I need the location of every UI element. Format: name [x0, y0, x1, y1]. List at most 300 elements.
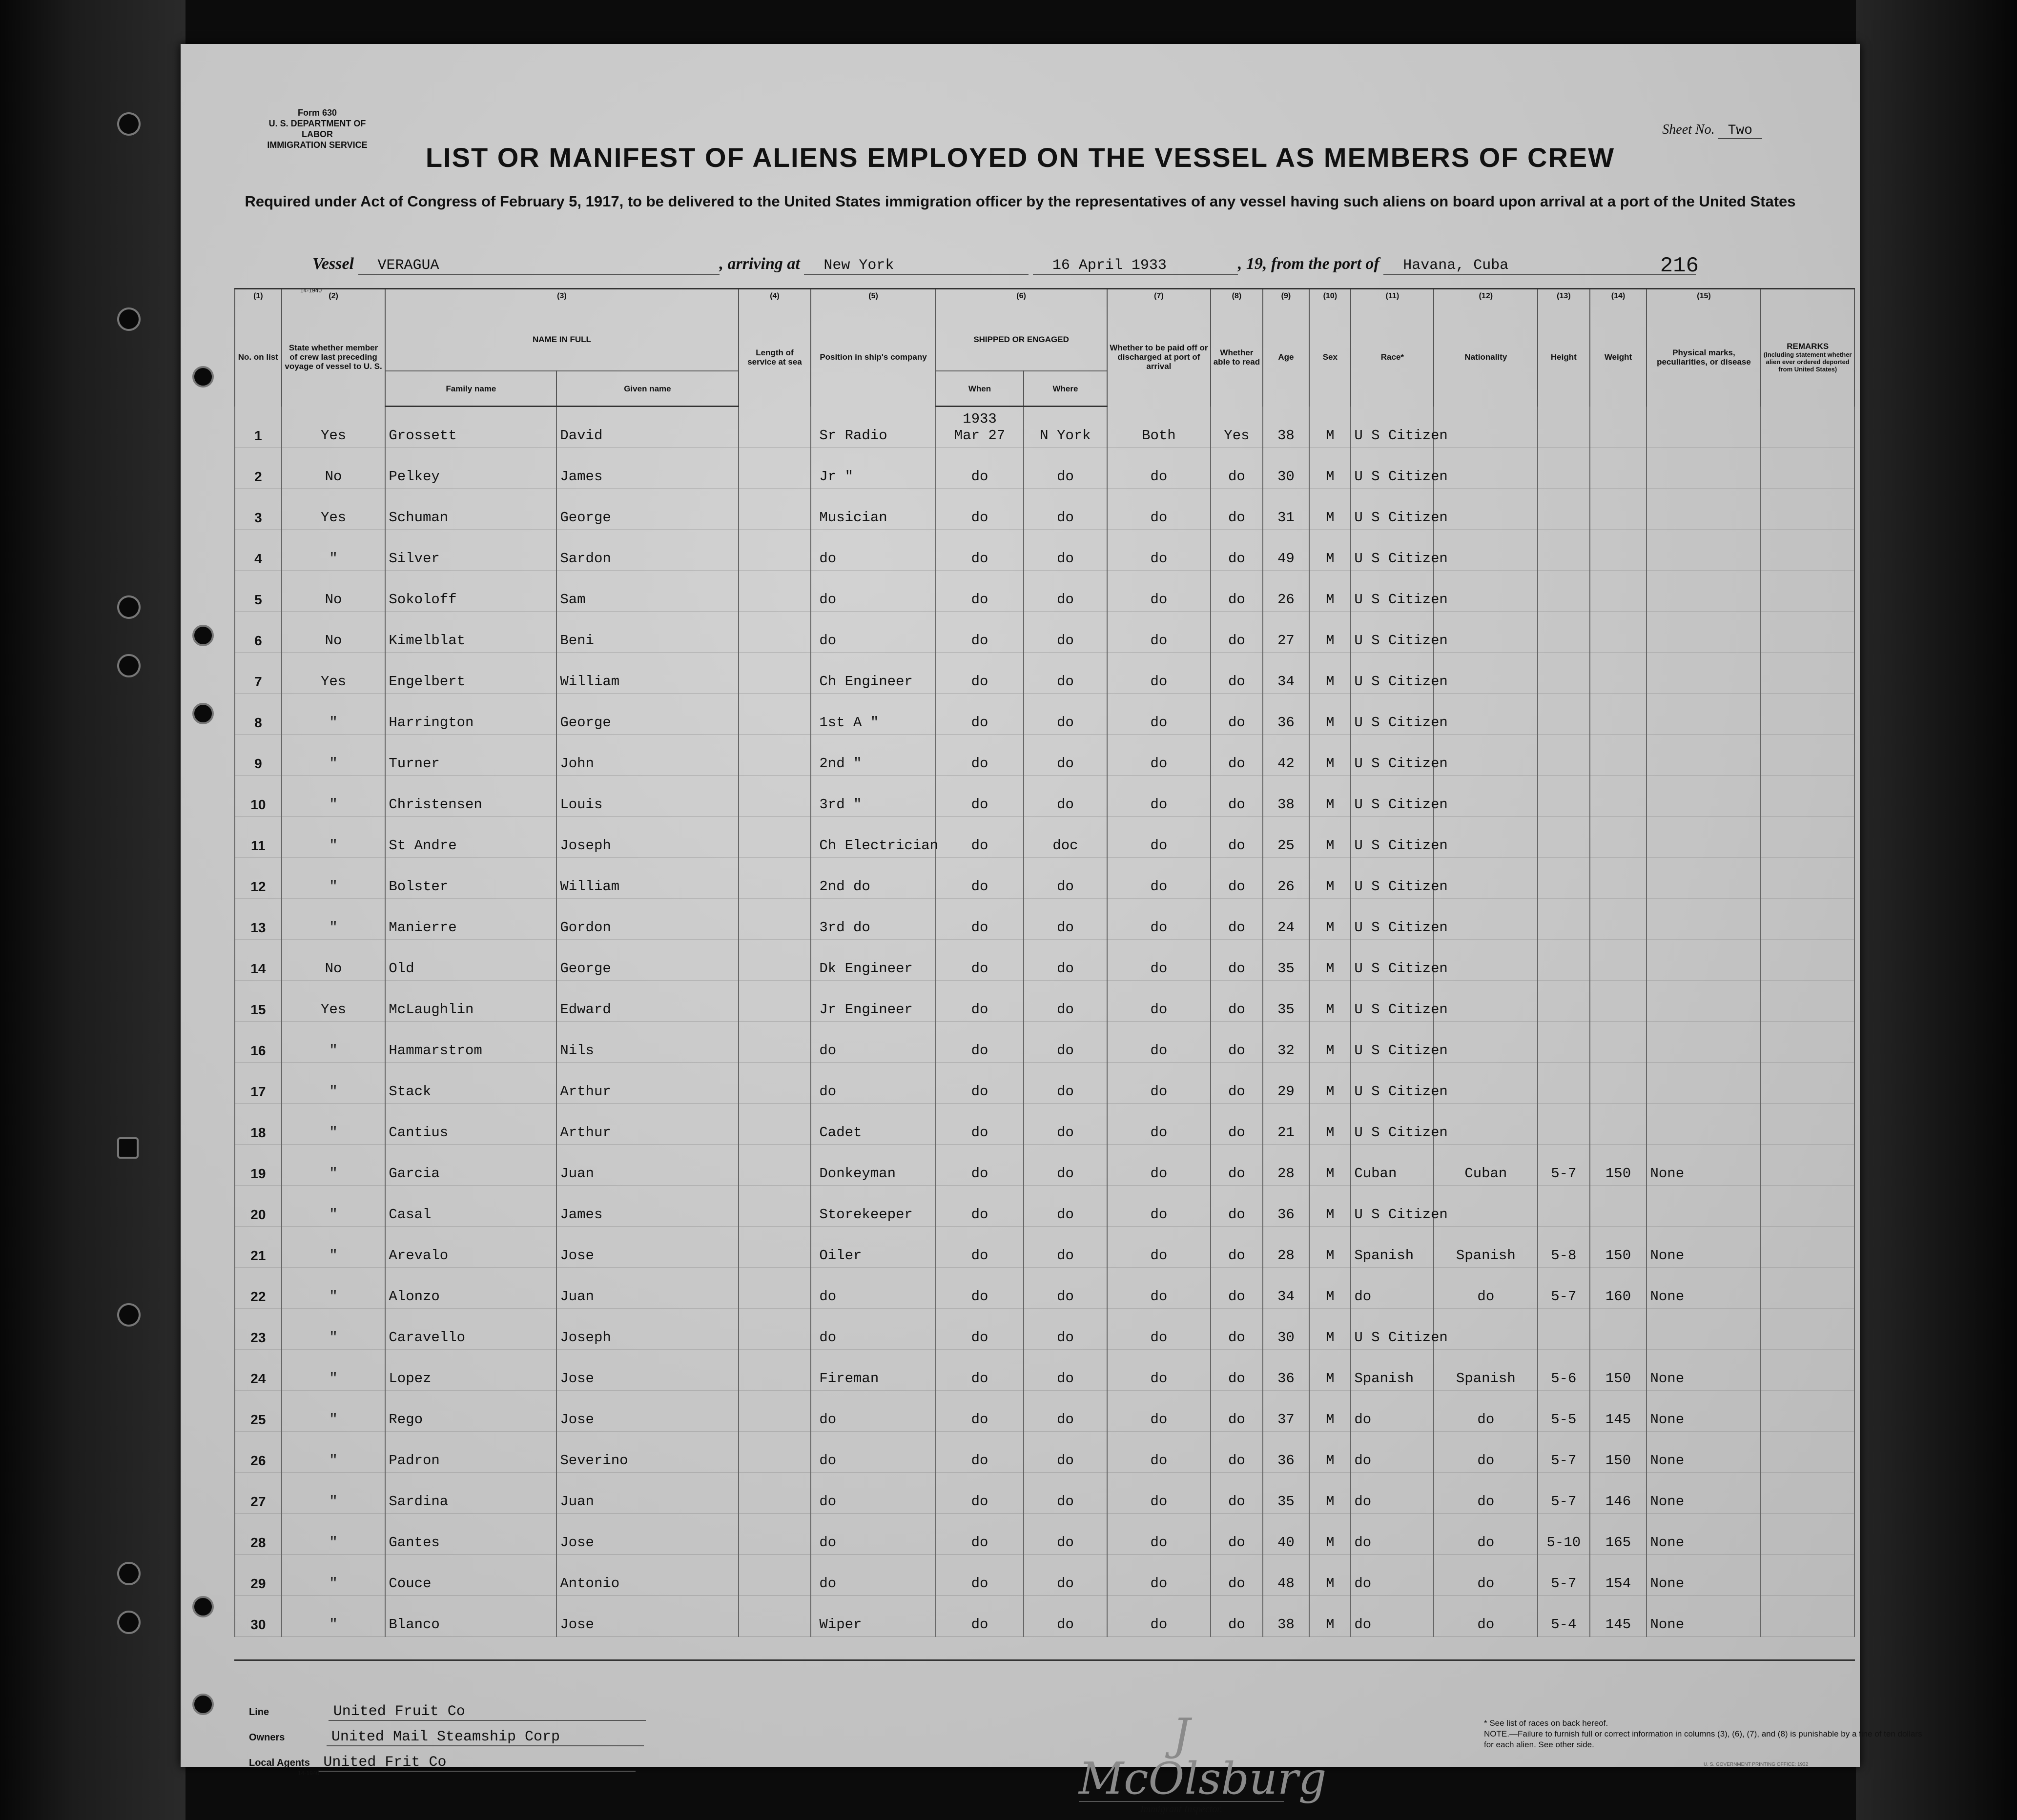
cell-sex: M — [1309, 776, 1351, 817]
cell-race: Cuban — [1351, 1145, 1434, 1186]
cell-given-name: Jose — [556, 1596, 738, 1637]
cell-given-name: David — [556, 407, 738, 448]
cell-remarks — [1761, 612, 1854, 653]
cell-paid-off: do — [1107, 448, 1211, 489]
cell-state-crew: " — [282, 1350, 386, 1391]
cell-family-name: Turner — [385, 735, 556, 776]
cell-length-service — [739, 1514, 811, 1555]
cell-race: U S Citizen — [1351, 530, 1434, 571]
cell-position: Musician — [811, 489, 935, 530]
cell-row-number: 7 — [235, 653, 282, 694]
cell-given-name: Jose — [556, 1350, 738, 1391]
cell-weight — [1590, 653, 1647, 694]
cell-shipped-where: do — [1024, 1227, 1107, 1268]
cell-length-service — [739, 1145, 811, 1186]
cell-remarks — [1761, 1391, 1854, 1432]
cell-weight — [1590, 448, 1647, 489]
cell-given-name: George — [556, 940, 738, 981]
cell-given-name: Sam — [556, 571, 738, 612]
cell-race: U S Citizen — [1351, 571, 1434, 612]
cell-able-read: do — [1211, 1350, 1262, 1391]
cell-weight — [1590, 899, 1647, 940]
table-row — [235, 899, 1854, 940]
cell-position: 3rd " — [811, 776, 935, 817]
cell-row-number: 23 — [235, 1309, 282, 1350]
header-name-in-full: NAME IN FULL — [385, 308, 738, 371]
table-row — [235, 448, 1854, 489]
cell-shipped-where: do — [1024, 694, 1107, 735]
cell-shipped-when: do — [936, 530, 1024, 571]
cell-position: do — [811, 612, 935, 653]
cell-length-service — [739, 817, 811, 858]
cell-shipped-where: N York — [1024, 407, 1107, 448]
cell-row-number: 24 — [235, 1350, 282, 1391]
cell-position: Jr " — [811, 448, 935, 489]
cell-able-read: do — [1211, 1268, 1262, 1309]
cell-row-number: 16 — [235, 1022, 282, 1063]
cell-shipped-when: do — [936, 1145, 1024, 1186]
cell-paid-off: do — [1107, 981, 1211, 1022]
cell-weight: 150 — [1590, 1350, 1647, 1391]
cell-weight — [1590, 530, 1647, 571]
cell-able-read: do — [1211, 981, 1262, 1022]
cell-race: U S Citizen — [1351, 899, 1434, 940]
cell-remarks — [1761, 817, 1854, 858]
cell-shipped-where: do — [1024, 1596, 1107, 1637]
header-family-name: Family name — [385, 371, 556, 407]
cell-race: U S Citizen — [1351, 1309, 1434, 1350]
cell-nationality — [1434, 1186, 1538, 1227]
cell-paid-off: do — [1107, 1432, 1211, 1473]
cell-shipped-when: do — [936, 1227, 1024, 1268]
table-row — [235, 735, 1854, 776]
cell-shipped-when: do — [936, 1473, 1024, 1514]
cell-height: 5-7 — [1538, 1145, 1589, 1186]
cell-shipped-where: do — [1024, 1309, 1107, 1350]
form-department: U. S. DEPARTMENT OF LABOR — [268, 119, 366, 139]
cell-given-name: Jose — [556, 1514, 738, 1555]
cell-state-crew: " — [282, 1063, 386, 1104]
penalty-note: NOTE.—Failure to furnish full or correct information in columns (3), (6), (7), and (8) is punishable by a fine of ten dollars for each alien. See other side. — [1484, 1729, 1922, 1749]
cell-remarks — [1761, 1514, 1854, 1555]
header-when: When — [936, 371, 1024, 407]
cell-sex: M — [1309, 1473, 1351, 1514]
cell-length-service — [739, 407, 811, 448]
cell-length-service — [739, 1391, 811, 1432]
cell-nationality — [1434, 653, 1538, 694]
cell-position: Jr Engineer — [811, 981, 935, 1022]
cell-sex: M — [1309, 1350, 1351, 1391]
cell-physical-marks — [1647, 899, 1761, 940]
year-label: , 19 — [1237, 255, 1263, 273]
cell-sex: M — [1309, 407, 1351, 448]
cell-height: 5-6 — [1538, 1350, 1589, 1391]
cell-family-name: Rego — [385, 1391, 556, 1432]
cell-position: 2nd do — [811, 858, 935, 899]
cell-physical-marks — [1647, 571, 1761, 612]
cell-height — [1538, 1186, 1589, 1227]
cell-race: Spanish — [1351, 1227, 1434, 1268]
cell-shipped-where: do — [1024, 1022, 1107, 1063]
cell-paid-off: do — [1107, 899, 1211, 940]
cell-sex: M — [1309, 653, 1351, 694]
cell-paid-off: do — [1107, 571, 1211, 612]
cell-row-number: 6 — [235, 612, 282, 653]
cell-age: 25 — [1263, 817, 1310, 858]
table-row — [235, 1596, 1854, 1637]
header-length-service: Length of service at sea — [739, 308, 811, 407]
punch-hole-1 — [117, 112, 141, 136]
cell-state-crew: Yes — [282, 489, 386, 530]
cell-physical-marks — [1647, 940, 1761, 981]
cell-length-service — [739, 1350, 811, 1391]
cell-nationality: do — [1434, 1268, 1538, 1309]
cell-nationality: do — [1434, 1596, 1538, 1637]
cell-race: do — [1351, 1391, 1434, 1432]
cell-physical-marks — [1647, 694, 1761, 735]
cell-state-crew: " — [282, 1268, 386, 1309]
cell-family-name: Silver — [385, 530, 556, 571]
cell-height — [1538, 612, 1589, 653]
inspector-label: Immigrant Inspector. — [1079, 1801, 1284, 1815]
cell-given-name: Juan — [556, 1145, 738, 1186]
cell-physical-marks: None — [1647, 1350, 1761, 1391]
cell-height — [1538, 694, 1589, 735]
cell-shipped-where: do — [1024, 530, 1107, 571]
col-num-10: (10) — [1309, 289, 1351, 308]
cell-state-crew: " — [282, 1432, 386, 1473]
page-subtitle: Required under Act of Congress of February 5, 1917, to be delivered to the United States immigration officer by the representatives of any vessel having such aliens on board upon arrival at a port of the United States — [245, 193, 1796, 210]
cell-given-name: Jose — [556, 1391, 738, 1432]
cell-age: 48 — [1263, 1555, 1310, 1596]
cell-height — [1538, 407, 1589, 448]
cell-nationality — [1434, 571, 1538, 612]
cell-row-number: 17 — [235, 1063, 282, 1104]
table-row — [235, 1104, 1854, 1145]
cell-age: 21 — [1263, 1104, 1310, 1145]
cell-race: U S Citizen — [1351, 817, 1434, 858]
cell-able-read: do — [1211, 1022, 1262, 1063]
cell-given-name: Sardon — [556, 530, 738, 571]
cell-row-number: 10 — [235, 776, 282, 817]
cell-remarks — [1761, 735, 1854, 776]
cell-physical-marks: None — [1647, 1268, 1761, 1309]
cell-able-read: do — [1211, 1514, 1262, 1555]
printer-imprint: U. S. GOVERNMENT PRINTING OFFICE: 1932 — [1704, 1762, 1809, 1767]
cell-weight — [1590, 1022, 1647, 1063]
cell-position: do — [811, 1473, 935, 1514]
cell-paid-off: do — [1107, 1145, 1211, 1186]
cell-paid-off: do — [1107, 1104, 1211, 1145]
punch-hole-4 — [117, 654, 141, 677]
cell-position: do — [811, 1432, 935, 1473]
cell-family-name: Garcia — [385, 1145, 556, 1186]
cell-race: do — [1351, 1432, 1434, 1473]
cell-position: Donkeyman — [811, 1145, 935, 1186]
cell-height: 5-5 — [1538, 1391, 1589, 1432]
cell-row-number: 30 — [235, 1596, 282, 1637]
cell-shipped-where: do — [1024, 1350, 1107, 1391]
cell-state-crew: " — [282, 899, 386, 940]
sheet-number — [1662, 122, 1762, 138]
cell-state-crew: " — [282, 817, 386, 858]
sheet-number-value: Two — [1718, 123, 1762, 139]
cell-physical-marks: None — [1647, 1555, 1761, 1596]
cell-state-crew: " — [282, 1596, 386, 1637]
table-row — [235, 940, 1854, 981]
cell-paid-off: do — [1107, 530, 1211, 571]
cell-age: 36 — [1263, 1432, 1310, 1473]
cell-length-service — [739, 1596, 811, 1637]
cell-race: do — [1351, 1555, 1434, 1596]
cell-given-name: Joseph — [556, 1309, 738, 1350]
col-num-6: (6) — [936, 289, 1107, 308]
cell-length-service — [739, 940, 811, 981]
cell-length-service — [739, 571, 811, 612]
cell-age: 24 — [1263, 899, 1310, 940]
cell-remarks — [1761, 858, 1854, 899]
cell-length-service — [739, 858, 811, 899]
cell-length-service — [739, 1432, 811, 1473]
cell-state-crew: " — [282, 1555, 386, 1596]
cell-sex: M — [1309, 817, 1351, 858]
cell-sex: M — [1309, 1514, 1351, 1555]
cell-family-name: Cantius — [385, 1104, 556, 1145]
cell-height: 5-7 — [1538, 1473, 1589, 1514]
cell-row-number: 27 — [235, 1473, 282, 1514]
cell-weight: 160 — [1590, 1268, 1647, 1309]
cell-row-number: 8 — [235, 694, 282, 735]
arrival-date: 16 April 1933 — [1033, 257, 1238, 275]
punch-hole-11 — [192, 703, 214, 724]
cell-physical-marks — [1647, 653, 1761, 694]
cell-height — [1538, 1309, 1589, 1350]
cell-given-name: Severino — [556, 1432, 738, 1473]
cell-row-number: 4 — [235, 530, 282, 571]
owners-value: United Mail Steamship Corp — [327, 1729, 644, 1746]
cell-nationality — [1434, 735, 1538, 776]
cell-age: 34 — [1263, 653, 1310, 694]
cell-nationality — [1434, 530, 1538, 571]
cell-position: Ch Electrician — [811, 817, 935, 858]
cell-given-name: George — [556, 489, 738, 530]
cell-nationality — [1434, 940, 1538, 981]
cell-shipped-when: do — [936, 1022, 1024, 1063]
cell-able-read: do — [1211, 1063, 1262, 1104]
cell-able-read: do — [1211, 858, 1262, 899]
crew-rows — [235, 407, 1854, 1637]
cell-position: do — [811, 1391, 935, 1432]
header-given-name: Given name — [556, 371, 738, 407]
cell-state-crew: " — [282, 1186, 386, 1227]
cell-sex: M — [1309, 1268, 1351, 1309]
cell-shipped-where: do — [1024, 1555, 1107, 1596]
cell-paid-off: do — [1107, 694, 1211, 735]
cell-length-service — [739, 1555, 811, 1596]
table-row — [235, 1227, 1854, 1268]
cell-state-crew: " — [282, 1309, 386, 1350]
table-row — [235, 571, 1854, 612]
owners-label: Owners — [249, 1732, 285, 1743]
cell-paid-off: do — [1107, 1391, 1211, 1432]
cell-physical-marks — [1647, 858, 1761, 899]
cell-height — [1538, 448, 1589, 489]
cell-age: 38 — [1263, 776, 1310, 817]
cell-weight — [1590, 612, 1647, 653]
table-row — [235, 1186, 1854, 1227]
cell-physical-marks — [1647, 612, 1761, 653]
cell-shipped-when: do — [936, 653, 1024, 694]
cell-shipped-where: do — [1024, 653, 1107, 694]
cell-height — [1538, 571, 1589, 612]
cell-sex: M — [1309, 489, 1351, 530]
cell-row-number: 5 — [235, 571, 282, 612]
cell-physical-marks: None — [1647, 1391, 1761, 1432]
header-remarks-note: (Including statement whether alien ever ordered deported from United States) — [1763, 350, 1852, 373]
table-row — [235, 1063, 1854, 1104]
cell-able-read: do — [1211, 612, 1262, 653]
cell-sex: M — [1309, 448, 1351, 489]
year-note: 1933 — [963, 411, 997, 427]
cell-state-crew: " — [282, 735, 386, 776]
cell-age: 36 — [1263, 1350, 1310, 1391]
cell-sex: M — [1309, 1432, 1351, 1473]
punch-hole-5 — [117, 1137, 139, 1159]
cell-remarks — [1761, 407, 1854, 448]
cell-physical-marks — [1647, 530, 1761, 571]
cell-remarks — [1761, 1145, 1854, 1186]
cell-row-number: 21 — [235, 1227, 282, 1268]
cell-able-read: do — [1211, 1227, 1262, 1268]
cell-position: Ch Engineer — [811, 653, 935, 694]
cell-family-name: Alonzo — [385, 1268, 556, 1309]
cell-able-read: do — [1211, 571, 1262, 612]
cell-row-number: 22 — [235, 1268, 282, 1309]
cell-family-name: Grossett — [385, 407, 556, 448]
cell-weight — [1590, 489, 1647, 530]
cell-remarks — [1761, 1227, 1854, 1268]
cell-weight: 146 — [1590, 1473, 1647, 1514]
cell-position: do — [811, 571, 935, 612]
table-row — [235, 407, 1854, 448]
cell-given-name: James — [556, 448, 738, 489]
cell-race: Spanish — [1351, 1350, 1434, 1391]
cell-height — [1538, 1104, 1589, 1145]
cell-race: U S Citizen — [1351, 735, 1434, 776]
cell-position: 3rd do — [811, 899, 935, 940]
header-sex: Sex — [1309, 308, 1351, 407]
cell-shipped-where: do — [1024, 1186, 1107, 1227]
cell-race: do — [1351, 1514, 1434, 1555]
cell-position: 1st A " — [811, 694, 935, 735]
line-row — [249, 1703, 646, 1721]
cell-able-read: do — [1211, 735, 1262, 776]
form-small-code: 14-1940 — [300, 287, 322, 294]
cell-weight: 150 — [1590, 1432, 1647, 1473]
cell-position: Oiler — [811, 1227, 935, 1268]
cell-shipped-when: do — [936, 1104, 1024, 1145]
cell-nationality — [1434, 899, 1538, 940]
cell-weight — [1590, 1186, 1647, 1227]
cell-given-name: Nils — [556, 1022, 738, 1063]
punch-hole-10 — [192, 625, 214, 646]
crew-manifest-table — [234, 288, 1855, 1637]
cell-height — [1538, 530, 1589, 571]
cell-able-read: do — [1211, 448, 1262, 489]
cell-weight — [1590, 981, 1647, 1022]
cell-remarks — [1761, 653, 1854, 694]
col-num-4: (4) — [739, 289, 811, 308]
col-num-11: (11) — [1351, 289, 1434, 308]
cell-shipped-where: do — [1024, 1145, 1107, 1186]
cell-length-service — [739, 653, 811, 694]
cell-able-read: do — [1211, 1145, 1262, 1186]
header-where: Where — [1024, 371, 1107, 407]
cell-age: 49 — [1263, 530, 1310, 571]
cell-nationality — [1434, 448, 1538, 489]
header-paid-off: Whether to be paid off or discharged at port of arrival — [1107, 308, 1211, 407]
line-value: United Fruit Co — [329, 1703, 646, 1721]
cell-nationality — [1434, 1309, 1538, 1350]
cell-shipped-when: do — [936, 817, 1024, 858]
cell-paid-off: do — [1107, 1350, 1211, 1391]
cell-shipped-when: do — [936, 1063, 1024, 1104]
cell-weight — [1590, 694, 1647, 735]
cell-paid-off: do — [1107, 858, 1211, 899]
cell-shipped-where: do — [1024, 1432, 1107, 1473]
cell-paid-off: do — [1107, 817, 1211, 858]
cell-sex: M — [1309, 1391, 1351, 1432]
form-code: Form 630 — [297, 108, 337, 118]
cell-race: U S Citizen — [1351, 1022, 1434, 1063]
cell-paid-off: do — [1107, 1555, 1211, 1596]
cell-nationality — [1434, 981, 1538, 1022]
cell-sex: M — [1309, 612, 1351, 653]
table-row — [235, 1145, 1854, 1186]
cell-state-crew: Yes — [282, 653, 386, 694]
cell-given-name: Antonio — [556, 1555, 738, 1596]
cell-family-name: Sardina — [385, 1473, 556, 1514]
cell-paid-off: do — [1107, 940, 1211, 981]
cell-height — [1538, 735, 1589, 776]
cell-height — [1538, 489, 1589, 530]
cell-position: do — [811, 1309, 935, 1350]
cell-physical-marks — [1647, 1063, 1761, 1104]
cell-length-service — [739, 1063, 811, 1104]
cell-shipped-when: do — [936, 940, 1024, 981]
cell-position: do — [811, 1514, 935, 1555]
cell-race: do — [1351, 1596, 1434, 1637]
cell-weight: 145 — [1590, 1391, 1647, 1432]
col-num-14: (14) — [1590, 289, 1647, 308]
cell-position: 2nd " — [811, 735, 935, 776]
cell-shipped-when: do — [936, 612, 1024, 653]
cell-state-crew: No — [282, 612, 386, 653]
cell-shipped-when: do — [936, 1555, 1024, 1596]
cell-able-read: do — [1211, 817, 1262, 858]
cell-family-name: St Andre — [385, 817, 556, 858]
cell-sex: M — [1309, 1145, 1351, 1186]
table-row — [235, 653, 1854, 694]
cell-nationality — [1434, 776, 1538, 817]
cell-family-name: Arevalo — [385, 1227, 556, 1268]
cell-row-number: 29 — [235, 1555, 282, 1596]
cell-physical-marks: None — [1647, 1514, 1761, 1555]
cell-remarks — [1761, 981, 1854, 1022]
cell-remarks — [1761, 1063, 1854, 1104]
cell-nationality: do — [1434, 1432, 1538, 1473]
cell-race: U S Citizen — [1351, 612, 1434, 653]
